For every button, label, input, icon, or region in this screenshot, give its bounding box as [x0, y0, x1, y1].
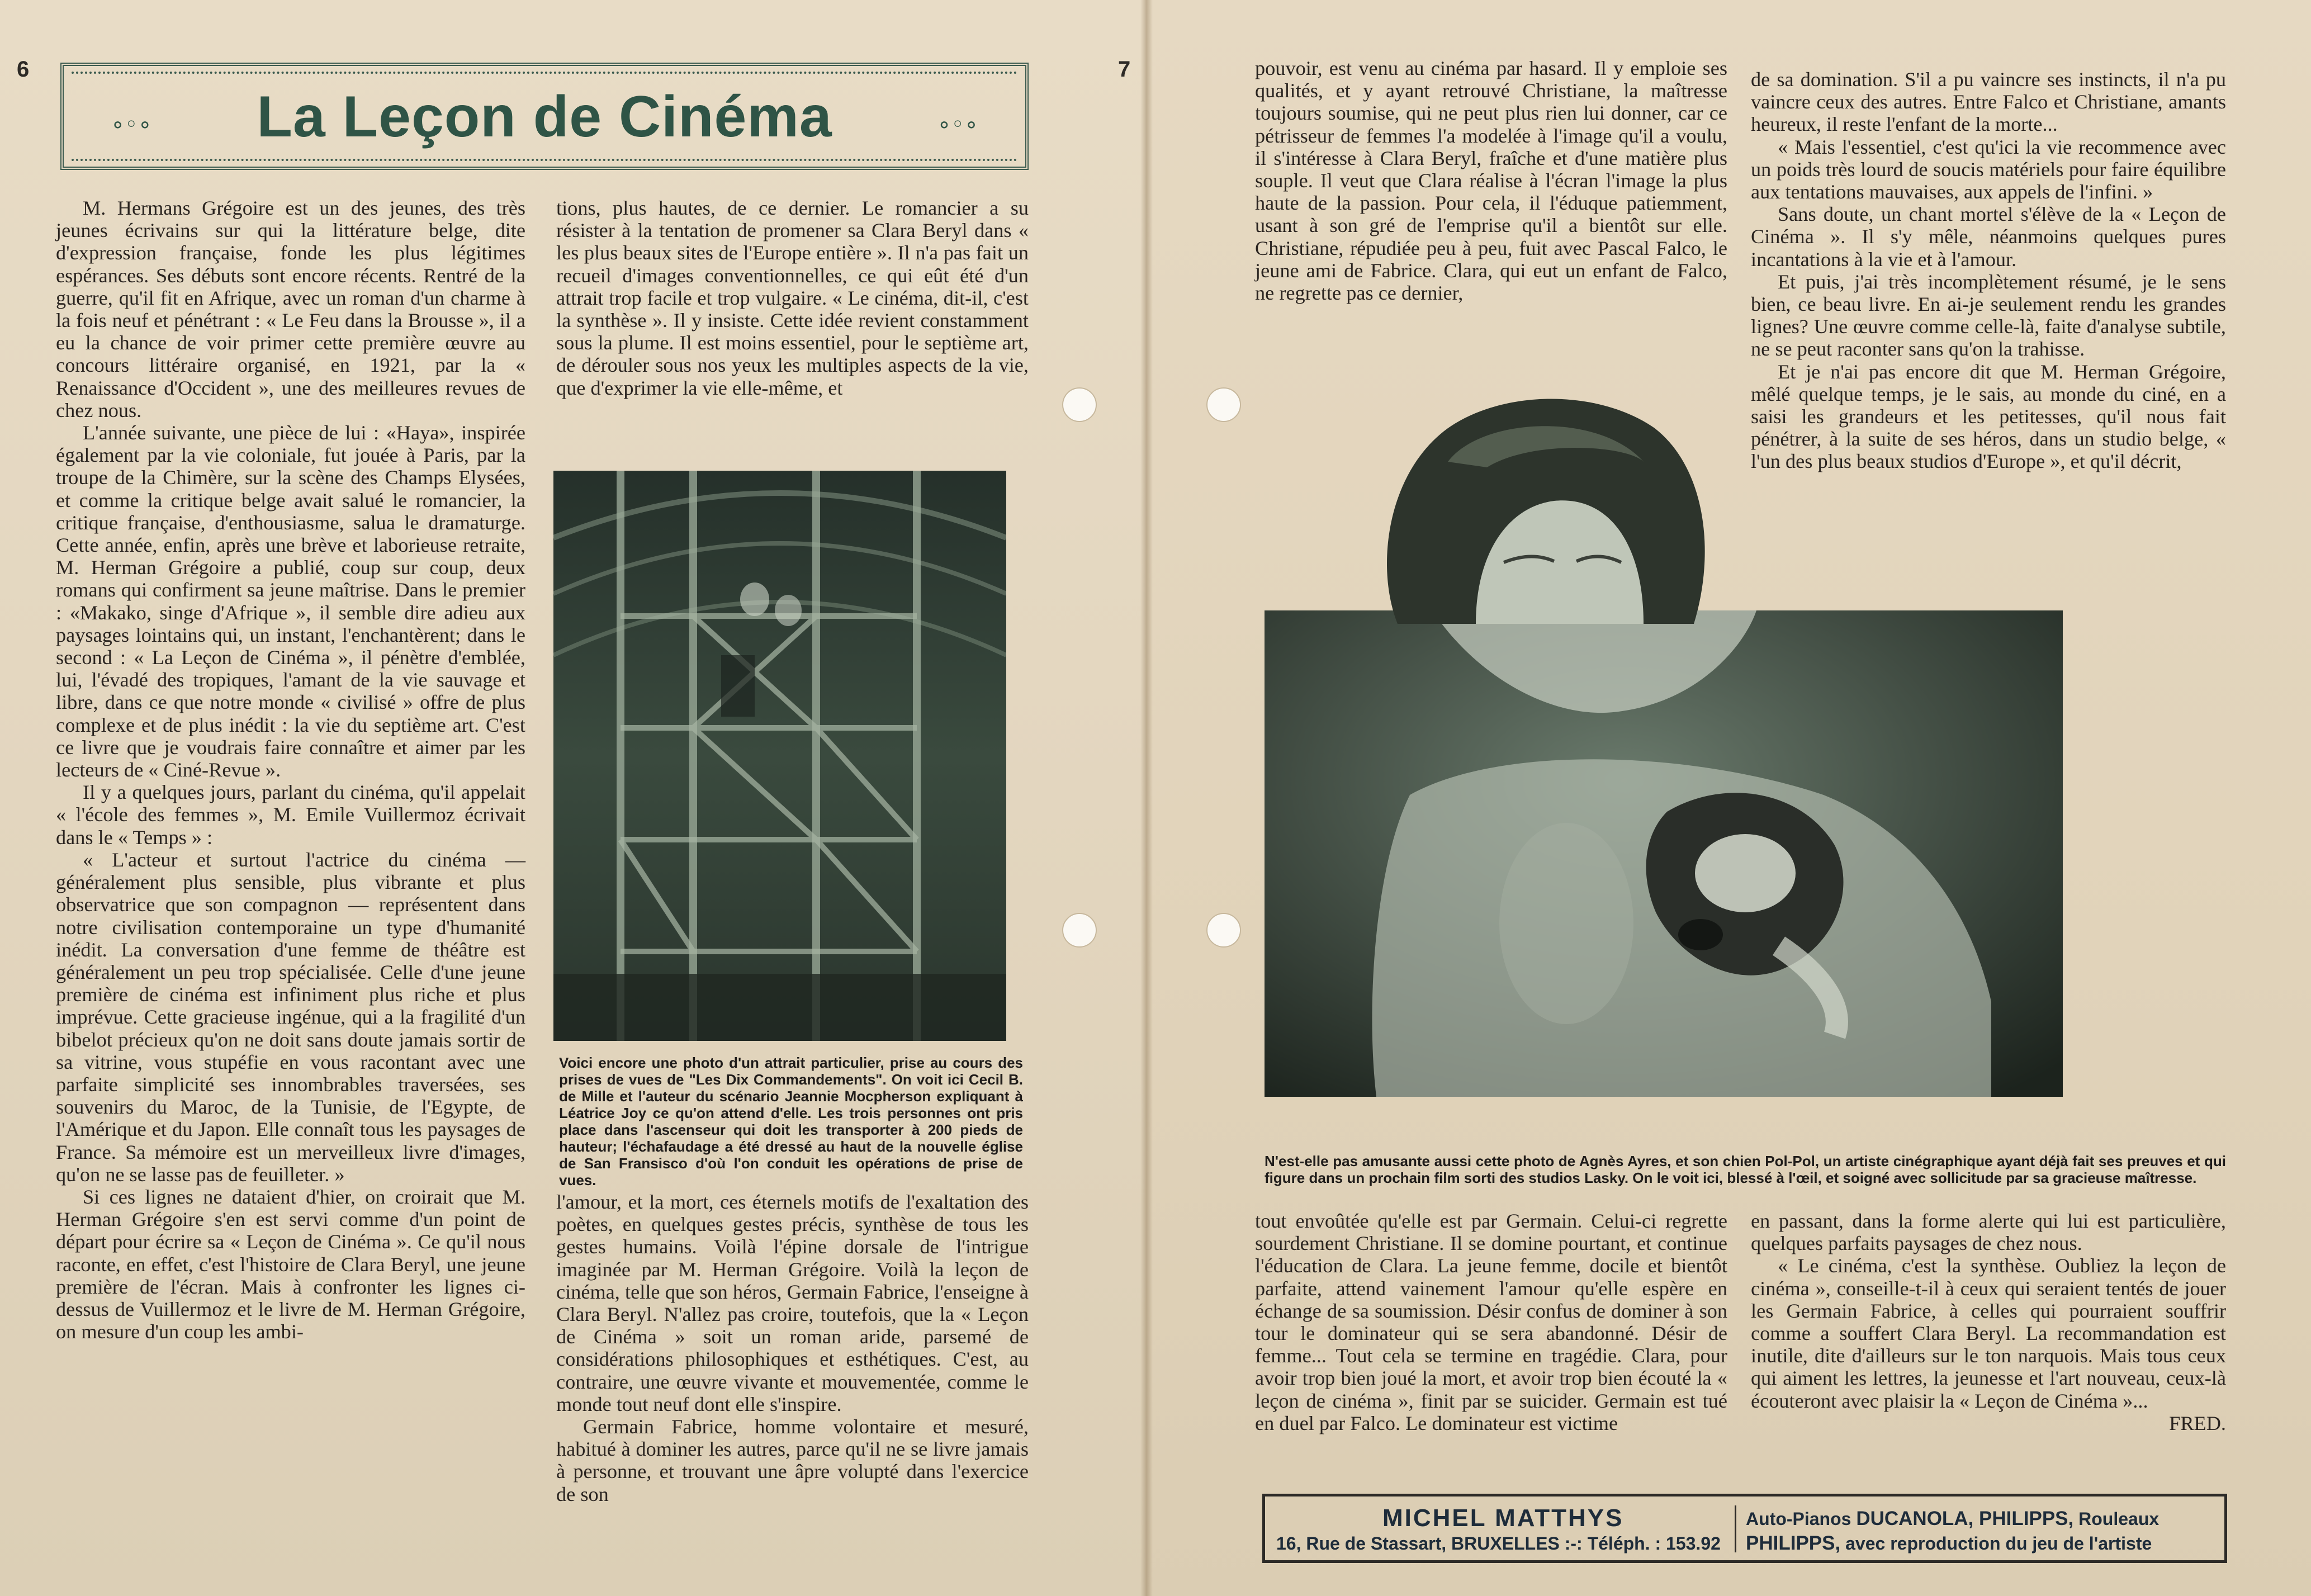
title-ornament-right: ∘◦∘	[937, 112, 978, 138]
paragraph: Et puis, j'ai très incomplètement résumé, je le sens bien, ce beau livre. En ai-je seulement rendu les grandes lignes? Une œuvre comme celle-là, faite d'analyse subtile, ne se peut raconter sans qu'on la trahisse.	[1751, 270, 2226, 361]
paragraph: M. Hermans Grégoire est un des jeunes, des très jeunes écrivains sur qui la littérature belge, dite d'expression française, fonde les plus légitimes espérances. Ses débuts sont encore récents. Rentré de la guerre, qu'il fit en Afrique, avec un roman d'un charme à la fois neuf et pénétrant : « Le Feu dans la Brousse », il a eu la chance de voir primer cette première œuvre au concours littéraire organisé, en 1921, par la « Renaissance d'Occident », une des meilleures revues de chez nous.	[56, 197, 525, 422]
page-fold	[1140, 0, 1153, 1596]
binder-hole	[1062, 913, 1097, 948]
paragraph: l'amour, et la mort, ces éternels motifs de l'exaltation des poètes, en quelques gestes précis, synthèse de tous les gestes humains. Voilà l'épine dorsale de l'intrigue imaginée par M. Herman Grégoire. Voilà la leçon de cinéma, telle que son héros, Germain Fabrice, l'enseigne à Clara Beryl. N'allez pas croire, toutefois, que la « Leçon de Cinéma » soit un roman aride, parsemé de considérations philosophiques et esthétiques. C'est, au contraire, une œuvre vivante et mouvementée, comme le monde tout neuf dont elle s'inspire.	[556, 1191, 1029, 1415]
scaffolding-photo-icon	[553, 471, 1006, 1041]
ad-brands: DUCANOLA, PHILIPPS,	[1856, 1508, 2074, 1529]
paragraph: Germain Fabrice, homme volontaire et mesuré, habitué à dominer les autres, parce qu'il ne se livre jamais à personne, et trouvant une âpre volupté dans l'exercice de son	[556, 1415, 1029, 1505]
column-1	[56, 197, 525, 1343]
ad-text: Rouleaux	[2073, 1509, 2160, 1529]
page-number-left: 6	[17, 57, 30, 82]
ad-brands: PHILIPPS,	[1746, 1532, 1841, 1554]
paragraph: pouvoir, est venu au cinéma par hasard. Il y emploie ses qualités, et y ayant retrouvé Christiane, la maîtresse toujours soumise, qui ne peut plus rien lui donner, car ce pétrisseur de femmes l'a modelée à l'image qu'il a voulu, il s'intéresse à Clara Beryl, fraîche et d'une matière plus souple. Il veut que Clara réalise à l'écran l'image la plus haute de la passion. Pour cela, il l'éduque patiemment, usant à son gré de l'emprise qu'il a bientôt sur elle. Christiane, répudiée peu à peu, fuit avec Pascal Falco, le jeune ami de Fabrice. Clara, qui eut un enfant de Falco, ne regrette pas ce dernier,	[1255, 57, 1727, 305]
column-3-bottom	[1255, 1210, 1727, 1434]
binder-hole	[1062, 387, 1097, 422]
paragraph: tout envoûtée qu'elle est par Germain. Celui-ci regrette sourdement Christiane. Il se domine pourtant, et continue l'éducation de Clara. La jeune femme, docile et bientôt parfaite, attend vainement l'amour qu'elle espère en échange de sa soumission. Désir confus de dominer à son tour le dominateur qui se sera abandonné. Désir de femme... Tout cela se termine en tragédie. Clara, pour avoir trop bien joué la mort, et avoir trop bien écouté la « leçon de cinéma », finit par se suicider. Germain est tué en duel par Falco. Le dominateur est victime	[1255, 1210, 1727, 1434]
ad-text: Auto-Pianos	[1746, 1509, 1857, 1529]
author-signature: FRED.	[2169, 1412, 2226, 1434]
photo-agnes-ayres-head	[1364, 383, 1722, 624]
column-3-top	[1255, 57, 1727, 304]
paragraph	[1751, 1254, 2226, 1434]
paragraph-text: « Le cinéma, c'est la synthèse. Oubliez la leçon de cinéma », conseille-t-il à ceux qui seraient tentés de jouer les Germain Fabrice, à celles qui pourraient souffrir comme a souffert Clara Beryl. La recommandation est inutile, dite d'ailleurs sur le ton narquois. Mais tous ceux qui aiment les lettres, la jeunesse et l'art nouveau, ceux-là écouteront avec plaisir la « Leçon de Cinéma »...	[1751, 1254, 2226, 1412]
title-frame	[60, 63, 1029, 170]
advertiser-name: MICHEL MATTHYS	[1382, 1504, 1624, 1532]
ad-text: avec reproduction du jeu de l'artiste	[1840, 1533, 2152, 1554]
woman-with-dog-photo-icon	[1265, 610, 2063, 1097]
paragraph: de sa domination. S'il a pu vaincre ses instincts, il n'a pu vaincre ceux des autres. Entre Falco et Christiane, amants heureux, il reste l'enfant de la morte...	[1751, 68, 2226, 136]
column-2-top	[556, 197, 1029, 399]
photo-scaffolding	[553, 471, 1006, 1041]
paragraph: Et je n'ai pas encore dit que M. Herman Grégoire, mêlé quelque temps, je le sais, au monde du ciné, en a saisi les grandeurs et les petitesses, qu'il nous fait pénétrer, à la suite de ses héros, dans un studio belge, « l'un des plus beaux studios d'Europe », et qu'il décrit,	[1751, 360, 2226, 473]
paragraph: « Mais l'essentiel, c'est qu'ici la vie recommence avec un poids très lourd de soucis matériels pour faire équilibre aux tentations mauvaises, aux appels de l'infini. »	[1751, 135, 2226, 203]
paragraph: Si ces lignes ne dataient d'hier, on croirait que M. Herman Grégoire s'en est servi comme d'un point de départ pour écrire sa « Leçon de Cinéma ». Ce qu'il nous raconte, en effet, c'est l'histoire de Clara Beryl, une jeune première de l'écran. Mais à confronter les lignes ci-dessus de Vuillermoz et le livre de M. Herman Grégoire, on mesure d'un coup les ambi-	[56, 1185, 525, 1343]
paragraph: tions, plus hautes, de ce dernier. Le romancier a su résister à la tentation de promener sa Clara Beryl dans « les plus beaux sites de l'Europe entière ». Il n'a pas fait un recueil d'images conventionnelles, ce qui eût été d'un attrait trop facile et trop vulgaire. « Le cinéma, dit-il, c'est la synthèse ». Il y insiste. Cette idée revient constamment sous la plume. Il est moins essentiel, pour le septième art, de dérouler sous nos yeux les multiples aspects de la vie, que d'exprimer la vie elle-même, et	[556, 197, 1029, 399]
photo-caption-2: N'est-elle pas amusante aussi cette photo de Agnès Ayres, et son chien Pol-Pol, un artiste cinégraphique ayant déjà fait ses preuves et qui figure dans un prochain film sorti des studios Lasky. On le voit ici, blessé à l'œil, et soigné avec sollicitude par sa gracieuse maîtresse.	[1265, 1153, 2226, 1186]
title-ornament-left: ∘◦∘	[111, 112, 152, 138]
binder-hole	[1206, 387, 1241, 422]
paragraph: Il y a quelques jours, parlant du cinéma, qu'il appelait « l'école des femmes », M. Emile Vuillermoz écrivait dans le « Temps » :	[56, 781, 525, 849]
paragraph: Sans doute, un chant mortel s'élève de la « Leçon de Cinéma ». Il s'y mêle, néanmoins quelques pures incantations à la vie et à l'amour.	[1751, 203, 2226, 271]
advertisement-box	[1262, 1494, 2227, 1563]
page-number-right: 7	[1118, 57, 1131, 82]
paragraph: « L'acteur et surtout l'actrice du cinéma — généralement plus sensible, plus vibrante et plus observatrice que son compagnon — représentent dans notre civilisation contemporaine un type d'humanité inédit. La conversation d'une femme de théâtre est généralement un peu trop spécialisée. Celle d'une jeune première de cinéma est infiniment plus riche et plus imprévue. Cette gracieuse ingénue, qui a la fragilité d'un bibelot précieux qu'on ne doit sans doute jamais sortir de sa vitrine, vous stupéfie en vous racontant avec une parfaite simplicité ses innombrables traversées, ses souvenirs du Maroc, de la Tunisie, de l'Egypte, de l'Amérique et du Japon. Elle connaît tous les paysages de France. Sa mémoire est un merveilleux livre d'images, qu'on ne se lasse pas de feuilleter. »	[56, 848, 525, 1186]
woman-head-photo-icon	[1364, 383, 1722, 624]
column-4-top	[1751, 68, 2226, 473]
column-4-bottom	[1751, 1210, 2226, 1434]
paragraph: L'année suivante, une pièce de lui : «Haya», inspirée également par la vie coloniale, fut jouée à Paris, par la troupe de la Chimère, sur la scène des Champs Elysées, et comme la critique belge avait salué le romancier, la critique française, d'enthousiasme, salua le dramaturge. Cette année, enfin, après une brève et laborieuse retraite, M. Herman Grégoire a publié, coup sur coup, deux romans qui confirment sa jeune maîtrise. Dans le premier : «Makako, singe d'Afrique », il semble dire adieu aux paysages lointains qui, un instant, l'enchantèrent; dans le second : « La Leçon de Cinéma », il pénètre d'emblée, lui, l'évadé des tropiques, l'amant de la vie sauvage et libre, dans ce que notre monde « civilisé » offre de plus complexe et de plus inédit : la vie du septième art. C'est ce livre que je voudrais faire connaître et aimer par les lecteurs de « Ciné-Revue ».	[56, 422, 525, 782]
ad-product-line-2	[1746, 1532, 2152, 1555]
photo-agnes-ayres	[1265, 610, 2063, 1097]
column-2-bottom	[556, 1191, 1029, 1505]
paragraph: en passant, dans la forme alerte qui lui est particulière, quelques parfaits paysages de chez nous.	[1751, 1210, 2226, 1255]
photo-caption-1: Voici encore une photo d'un attrait particulier, prise au cours des prises de vues de "Les Dix Commandements". On voit ici Cecil B. de Mille et l'auteur du scénario Jeannie Mocpherson expliquant à Léatrice Joy ce qu'on attend d'elle. Les trois personnes ont pris place dans l'ascenseur qui doit les transporter à 200 pieds de hauteur; l'échafaudage a été dressé au haut de la nouvelle église de San Fransisco d'où l'on conduit les opérations de prise de vues.	[559, 1054, 1023, 1188]
article-title: La Leçon de Cinéma	[257, 84, 832, 149]
advertiser-address: 16, Rue de Stassart, BRUXELLES :-: Téléph. : 153.92	[1276, 1533, 1721, 1554]
ad-divider	[1735, 1505, 1736, 1552]
binder-hole	[1206, 913, 1241, 948]
ad-product-line-1	[1746, 1508, 2159, 1530]
